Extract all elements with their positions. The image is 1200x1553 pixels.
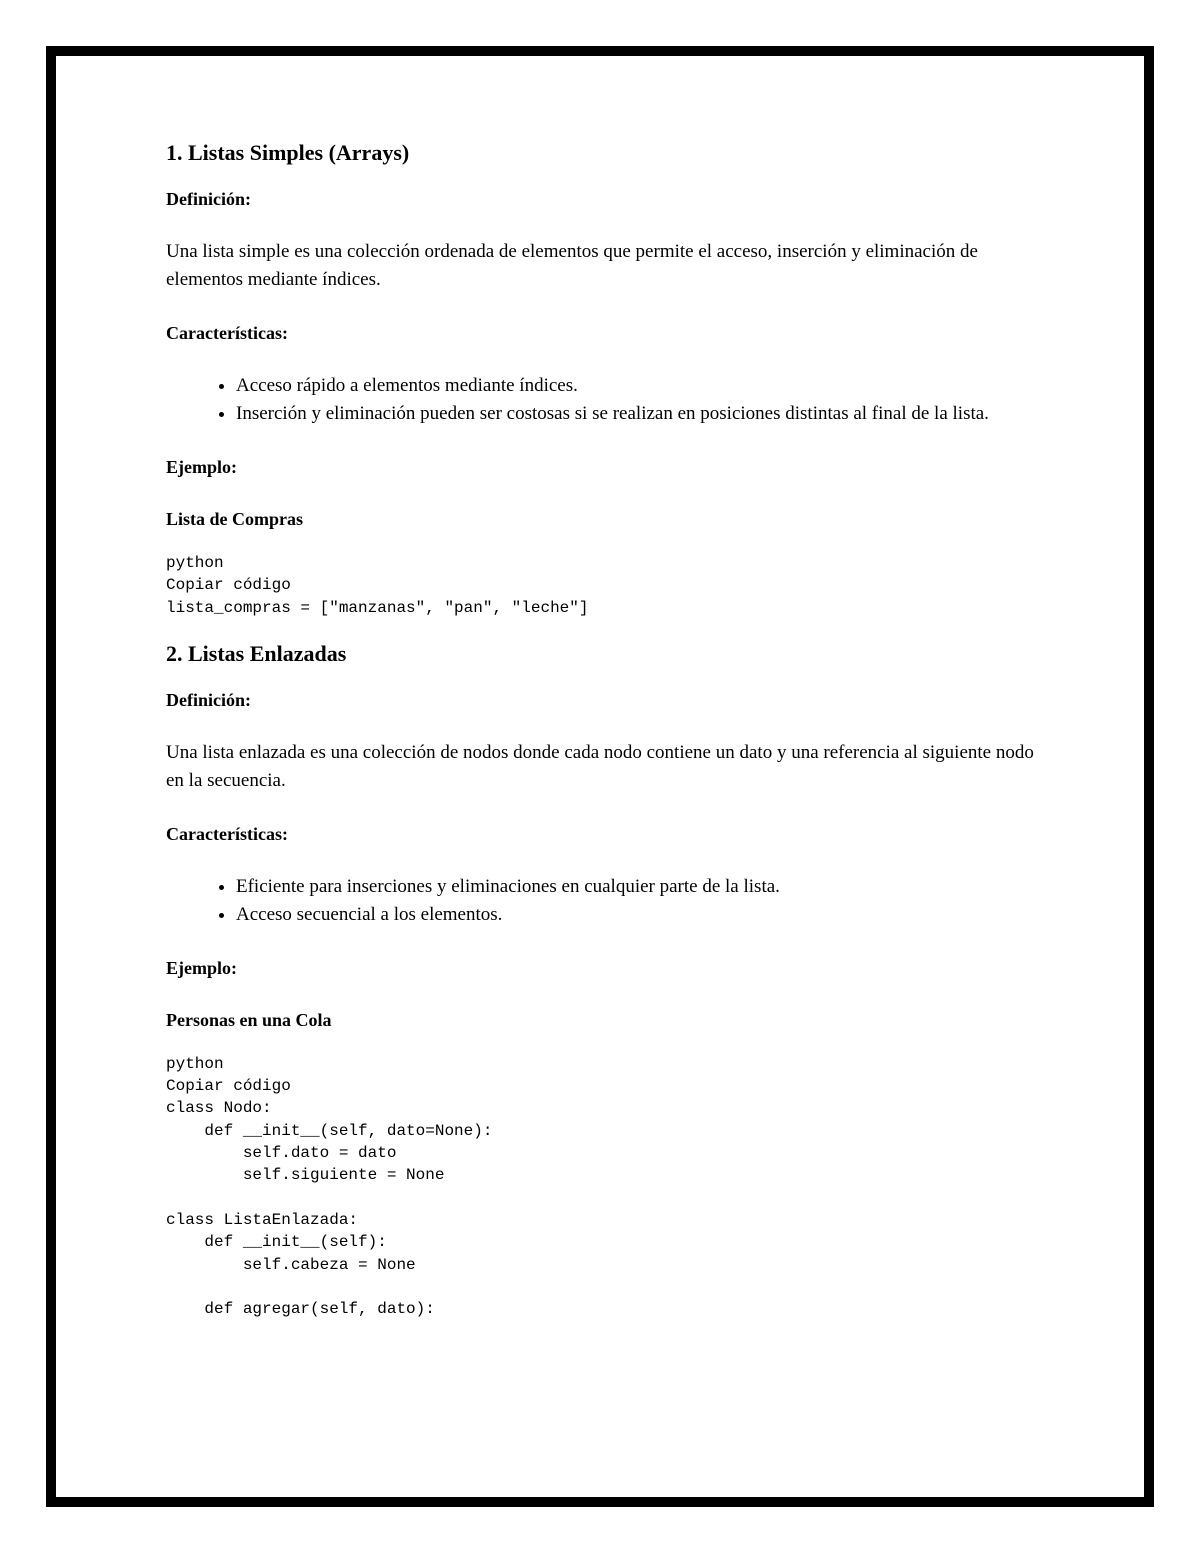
- section2-code-block: python Copiar código class Nodo: def __init__(self, dato=None): self.dato = dato self.siguiente = None class ListaEnlazada: def __init__(self): self.cabeza = None def agregar(self, dato):: [166, 1054, 493, 1319]
- section1-features-label: Características:: [166, 323, 288, 343]
- section1-code-block: python Copiar código lista_compras = ["manzanas", "pan", "leche"]: [166, 554, 589, 617]
- document-content: [166, 138, 1046, 1320]
- section2-definition-label: Definición:: [166, 689, 251, 710]
- section1-heading: 1. Listas Simples (Arrays): [166, 140, 410, 165]
- section1-definition-label: Definición:: [166, 189, 251, 209]
- section2-heading: 2. Listas Enlazadas: [166, 640, 347, 666]
- section1-example-label: Ejemplo:: [166, 457, 237, 477]
- section2-features-list: [166, 873, 1046, 929]
- list-item: • Inserción y eliminación pueden ser costosas si se realizan en posiciones distintas al final de la lista.: [236, 400, 1046, 428]
- section2-example-label: Ejemplo:: [166, 957, 237, 978]
- section1-example-title: Lista de Compras: [166, 509, 304, 529]
- list-item: • Acceso rápido a elementos mediante índices.: [236, 372, 1046, 400]
- section1-features-list: [166, 372, 1046, 428]
- section2-definition-text: Una lista enlazada es una colección de nodos donde cada nodo contiene un dato y una referencia al siguiente nodo en la secuencia.: [166, 741, 1034, 791]
- list-item: • Eficiente para inserciones y eliminaciones en cualquier parte de la lista.: [236, 873, 1046, 901]
- section2-features-label: Características:: [166, 823, 288, 844]
- list-item: • Acceso secuencial a los elementos.: [236, 901, 1046, 929]
- section1-definition-text: Una lista simple es una colección ordenada de elementos que permite el acceso, inserción y eliminación de elementos mediante índices.: [166, 241, 978, 290]
- section2-example-title: Personas en una Cola: [166, 1009, 332, 1030]
